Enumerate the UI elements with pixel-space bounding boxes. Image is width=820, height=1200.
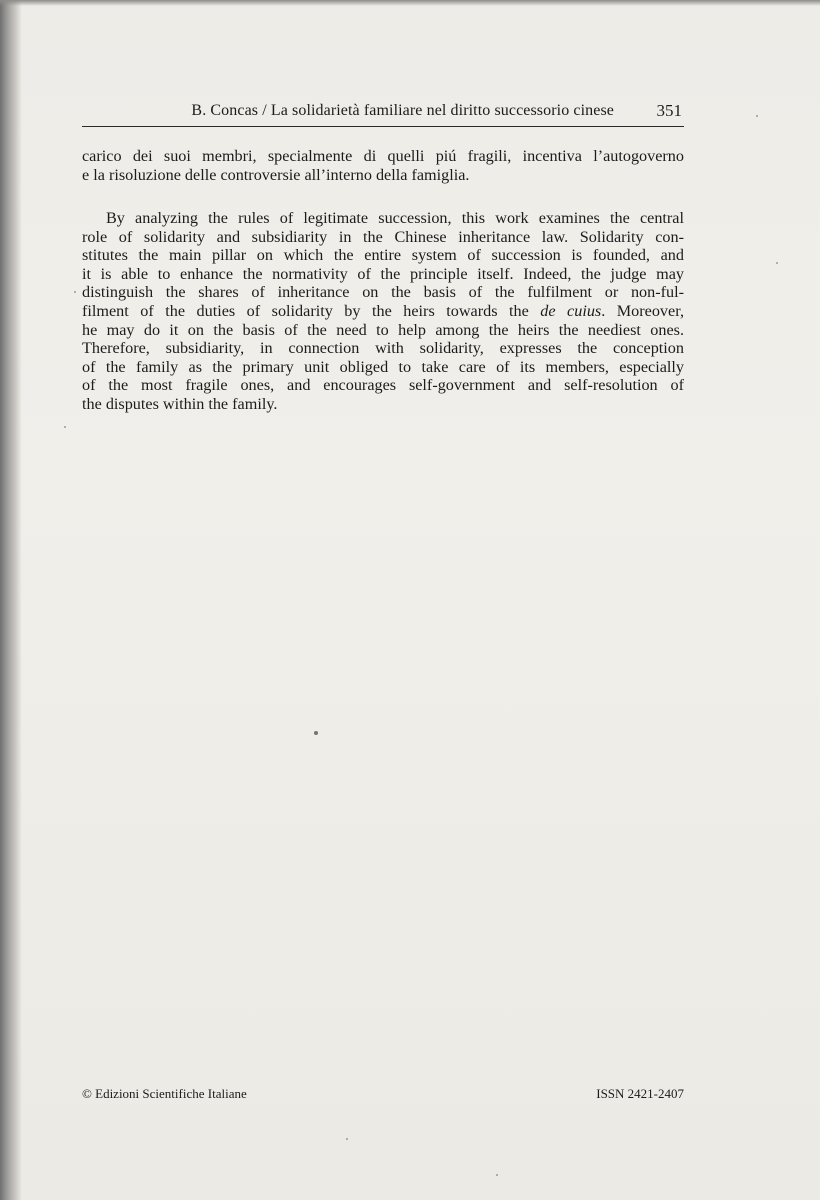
- text-line: it is able to enhance the normativity of the principle itself. Indeed, the judge may: [82, 264, 684, 283]
- text-line: of the family as the primary unit obliged to take care of its members, especially: [82, 357, 684, 376]
- text-line: distinguish the shares of inheritance on the basis of the fulfilment or non-ful-: [82, 283, 684, 302]
- italic-term-de-cuius: de cuius: [540, 301, 602, 320]
- text-segment: . Moreover,: [601, 301, 684, 320]
- scan-speck: [756, 115, 758, 117]
- scan-speck: [776, 262, 778, 264]
- scan-speck: [314, 731, 318, 735]
- text-line: of the most fragile ones, and encourages self-government and self-resolution of: [82, 376, 684, 395]
- running-head: [82, 102, 684, 127]
- text-line: Therefore, subsidiarity, in connection with solidarity, expresses the conception: [82, 339, 684, 358]
- text-line: carico dei suoi membri, specialmente di quelli piú fragili, incentiva l’autogoverno: [82, 147, 684, 165]
- paragraph-italian-abstract-end: [82, 147, 684, 184]
- running-title: B. Concas / La solidarietà familiare nel diritto successorio cinese: [191, 102, 614, 119]
- text-line: [82, 302, 684, 321]
- text-line: stitutes the main pillar on which the entire system of succession is founded, and: [82, 246, 684, 265]
- issn-number: ISSN 2421-2407: [596, 1086, 684, 1101]
- scan-speck: [346, 1138, 348, 1140]
- text-line: By analyzing the rules of legitimate succession, this work examines the central: [106, 209, 684, 227]
- scan-speck: [64, 426, 66, 428]
- publisher-credit: © Edizioni Scientifiche Italiane: [82, 1086, 247, 1101]
- scan-edge-top: [0, 0, 820, 6]
- text-line: he may do it on the basis of the need to help among the heirs the neediest ones.: [82, 320, 684, 339]
- text-segment: filment of the duties of solidarity by the heirs towards the: [82, 301, 541, 320]
- text-line: role of solidarity and subsidiarity in the Chinese inheritance law. Solidarity con-: [82, 227, 684, 246]
- scan-speck: [74, 291, 76, 293]
- page-number: 351: [656, 101, 682, 120]
- text-line: the disputes within the family.: [82, 394, 278, 413]
- scan-speck: [496, 1174, 498, 1176]
- text-line: e la risoluzione delle controversie all’interno della famiglia.: [82, 165, 470, 184]
- paragraph-english-abstract: [82, 209, 684, 414]
- scan-edge-left: [0, 0, 22, 1200]
